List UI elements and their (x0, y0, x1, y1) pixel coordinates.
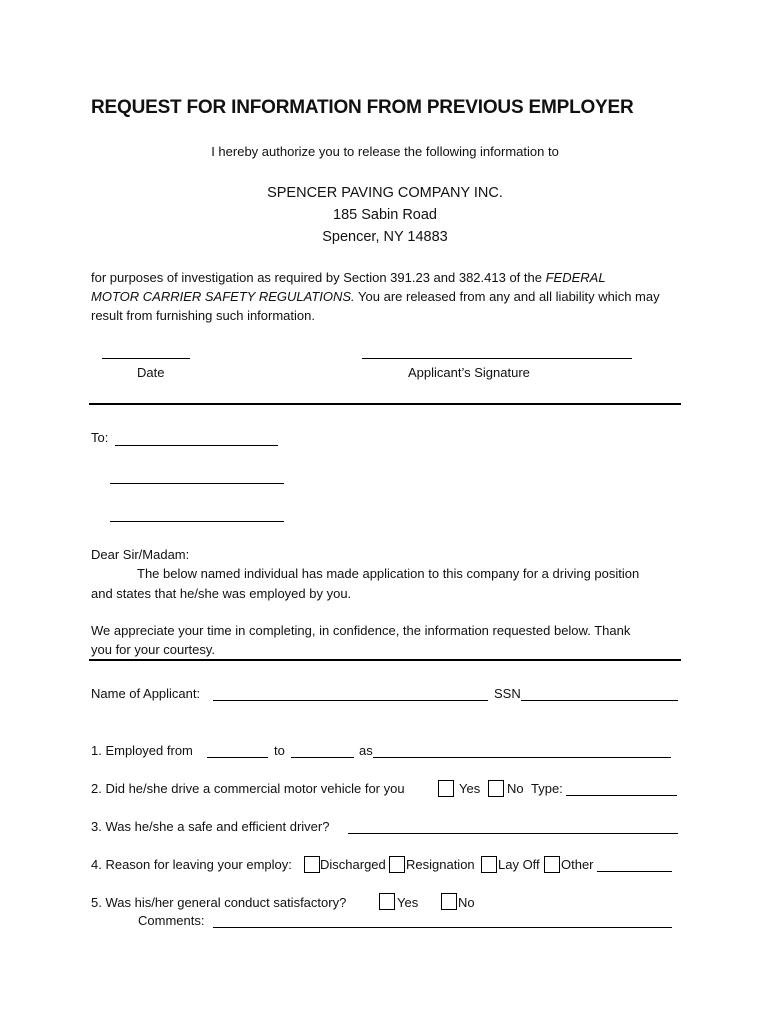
q5-yes-checkbox[interactable] (379, 893, 395, 910)
q5-label: 5. Was his/her general conduct satisfactory? (91, 895, 347, 910)
to-line-1[interactable] (115, 445, 278, 446)
company-city: Spencer, NY 14883 (322, 229, 448, 245)
letter-body-line-1: The below named individual has made application to this company for a driving position (137, 566, 640, 581)
purpose-text-1: for purposes of investigation as required by Section 391.23 and 382.413 of the (91, 270, 546, 285)
lay-off-label: Lay Off (498, 857, 540, 872)
q1-as-label: as (359, 743, 373, 758)
date-label: Date (137, 365, 165, 380)
q5-no-label: No (458, 895, 475, 910)
employed-as-field[interactable] (373, 757, 671, 758)
q4-label: 4. Reason for leaving your employ: (91, 857, 292, 872)
applicant-signature-line[interactable] (362, 358, 632, 359)
q2-no-label: No (507, 781, 524, 796)
ssn-field[interactable] (521, 700, 678, 701)
q2-type-field[interactable] (566, 795, 677, 796)
appreciate-line-2: you for your courtesy. (91, 642, 216, 657)
applicant-signature-label: Applicant’s Signature (408, 365, 530, 380)
date-line[interactable] (102, 358, 190, 359)
company-street: 185 Sabin Road (333, 207, 437, 223)
company-name: SPENCER PAVING COMPANY INC. (267, 185, 503, 201)
to-label: To: (91, 430, 109, 445)
employed-to-field[interactable] (291, 757, 354, 758)
q3-field[interactable] (348, 833, 678, 834)
q5-no-checkbox[interactable] (441, 893, 457, 910)
purpose-italic-2: MOTOR CARRIER SAFETY REGULATIONS. (91, 289, 355, 304)
purpose-paragraph (91, 268, 691, 325)
ssn-label: SSN (494, 686, 521, 701)
discharged-checkbox[interactable] (304, 856, 320, 873)
section-divider (89, 403, 681, 405)
q1-label: 1. Employed from (91, 743, 193, 758)
q2-yes-checkbox[interactable] (438, 780, 454, 797)
page-title: REQUEST FOR INFORMATION FROM PREVIOUS EMPLOYER (91, 97, 634, 118)
to-line-2[interactable] (110, 483, 284, 484)
q5-yes-label: Yes (397, 895, 419, 910)
salutation: Dear Sir/Madam: (91, 547, 190, 562)
comments-label: Comments: (138, 913, 205, 928)
purpose-text-3: result from furnishing such information. (91, 308, 315, 323)
name-of-applicant-field[interactable] (213, 700, 488, 701)
other-reason-field[interactable] (597, 871, 672, 872)
q1-to-label: to (274, 743, 285, 758)
q2-no-checkbox[interactable] (488, 780, 504, 797)
employed-from-field[interactable] (207, 757, 268, 758)
q2-label: 2. Did he/she drive a commercial motor vehicle for you (91, 781, 405, 796)
letter-body-line-2: and states that he/she was employed by you. (91, 586, 352, 601)
name-of-applicant-label: Name of Applicant: (91, 686, 201, 701)
lay-off-checkbox[interactable] (481, 856, 497, 873)
q3-label: 3. Was he/she a safe and efficient driver? (91, 819, 330, 834)
resignation-label: Resignation (406, 857, 475, 872)
authorize-line: I hereby authorize you to release the following information to (211, 144, 559, 159)
q2-yes-label: Yes (459, 781, 481, 796)
resignation-checkbox[interactable] (389, 856, 405, 873)
to-line-3[interactable] (110, 521, 284, 522)
other-checkbox[interactable] (544, 856, 560, 873)
purpose-text-2: You are released from any and all liability which may (354, 289, 660, 304)
discharged-label: Discharged (320, 857, 386, 872)
other-label: Other (561, 857, 594, 872)
q2-type-label: Type: (531, 781, 563, 796)
form-divider (89, 659, 681, 661)
purpose-italic-1: FEDERAL (545, 270, 606, 285)
comments-field[interactable] (213, 927, 672, 928)
appreciate-line-1: We appreciate your time in completing, in confidence, the information requested below. Thank (91, 623, 631, 638)
